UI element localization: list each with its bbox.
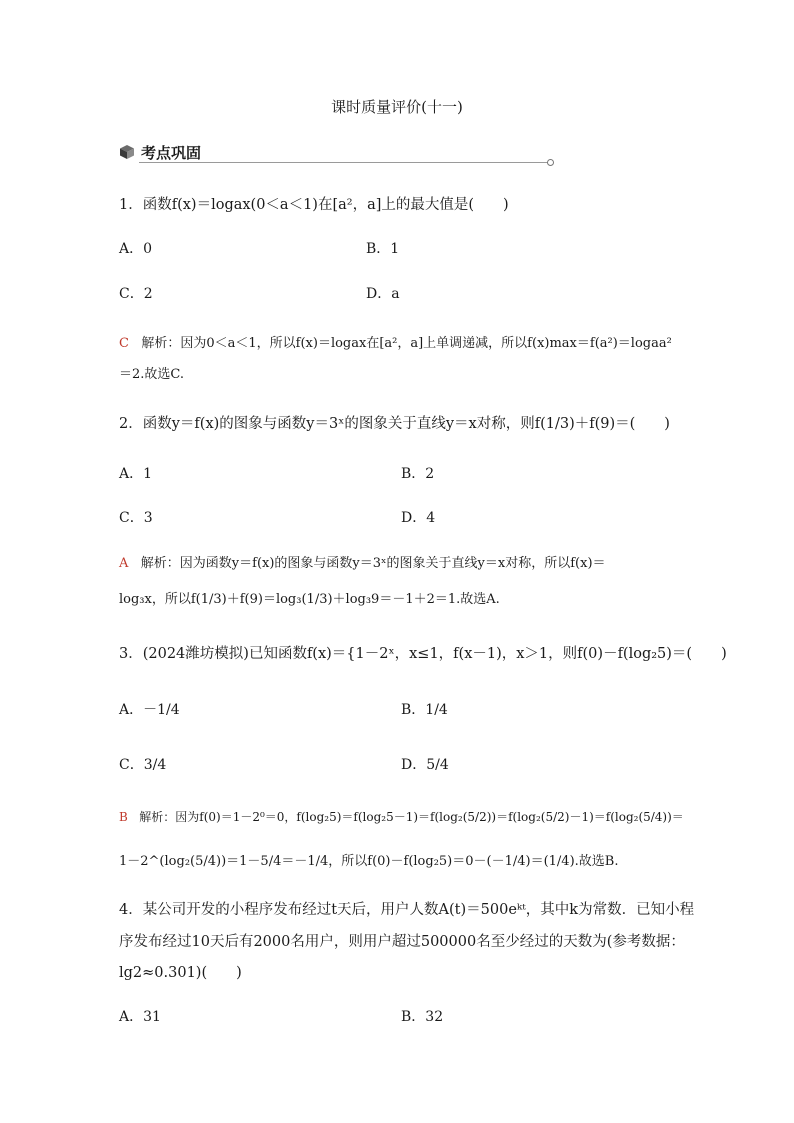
section-divider (139, 162, 549, 163)
q1-option-b: B．1 (366, 241, 400, 257)
q4-stem-line2: 序发布经过10天后有2000名用户，则用户超过500000名至少经过的天数为(参考数据： (119, 934, 685, 950)
q1-option-c: C．2 (119, 286, 153, 302)
q4-option-a: A．31 (119, 1009, 161, 1025)
page-title: 课时质量评价(十一) (331, 98, 463, 116)
q1-stem: 1．函数f(x)＝logax(0＜a＜1)在[a²，a]上的最大值是( ) (119, 197, 509, 213)
q1-option-d: D．a (366, 286, 400, 302)
q3-option-a: A．－1/4 (119, 702, 180, 718)
q2-option-d: D．4 (401, 510, 436, 526)
q1-answer-letter: C (119, 336, 129, 351)
q1-analysis-line2: ＝2.故选C. (119, 367, 185, 382)
q2-analysis (119, 552, 606, 571)
q2-option-c: C．3 (119, 510, 153, 526)
q2-answer-letter: A (119, 556, 129, 571)
q2-option-b: B．2 (401, 466, 435, 482)
q1-analysis (119, 332, 672, 351)
q3-option-d: D．5/4 (401, 757, 449, 773)
q4-option-b: B．32 (401, 1009, 444, 1025)
divider-end-dot (547, 159, 554, 166)
q1-analysis-line1: 解析：因为0＜a＜1，所以f(x)＝logax在[a²，a]上单调递减，所以f(x)max＝f(a²)＝logaa² (141, 336, 672, 351)
q2-option-a: A．1 (119, 466, 153, 482)
q2-analysis-line1: 解析：因为函数y＝f(x)的图象与函数y＝3ˣ的图象关于直线y＝x对称，所以f(x)＝ (140, 556, 606, 571)
section-label: 考点巩固 (141, 144, 202, 162)
q3-analysis-line2: 1－2^(log₂(5/4))＝1－5/4＝－1/4，所以f(0)－f(log₂5)＝0－(－1/4)＝(1/4).故选B. (119, 854, 619, 869)
q2-analysis-line2: log₃x，所以f(1/3)＋f(9)＝log₃(1/3)＋log₃9＝－1＋2＝1.故选A. (119, 592, 500, 607)
q2-stem: 2．函数y＝f(x)的图象与函数y＝3ˣ的图象关于直线y＝x对称，则f(1/3)＋f(9)＝( ) (119, 416, 670, 432)
q1-option-a: A．0 (119, 241, 153, 257)
q3-stem: 3．(2024潍坊模拟)已知函数f(x)＝{1－2ˣ，x≤1，f(x－1)，x＞1，则f(0)－f(log₂5)＝( ) (119, 646, 727, 662)
q4-stem-line1: 4．某公司开发的小程序发布经过t天后，用户人数A(t)＝500eᵏᵗ，其中k为常数．已知小程 (119, 902, 695, 918)
cube-icon (119, 144, 135, 160)
q4-stem-line3: lg2≈0.301)( ) (119, 965, 242, 981)
q3-analysis (119, 808, 684, 825)
q3-answer-letter: B (119, 810, 128, 824)
q3-analysis-line1: 解析：因为f(0)＝1－2⁰＝0，f(log₂5)＝f(log₂5－1)＝f(log₂(5/2))＝f(log₂(5/2)－1)＝f(log₂(5/4))＝ (139, 810, 684, 824)
q3-option-b: B．1/4 (401, 702, 448, 718)
q3-option-c: C．3/4 (119, 757, 167, 773)
